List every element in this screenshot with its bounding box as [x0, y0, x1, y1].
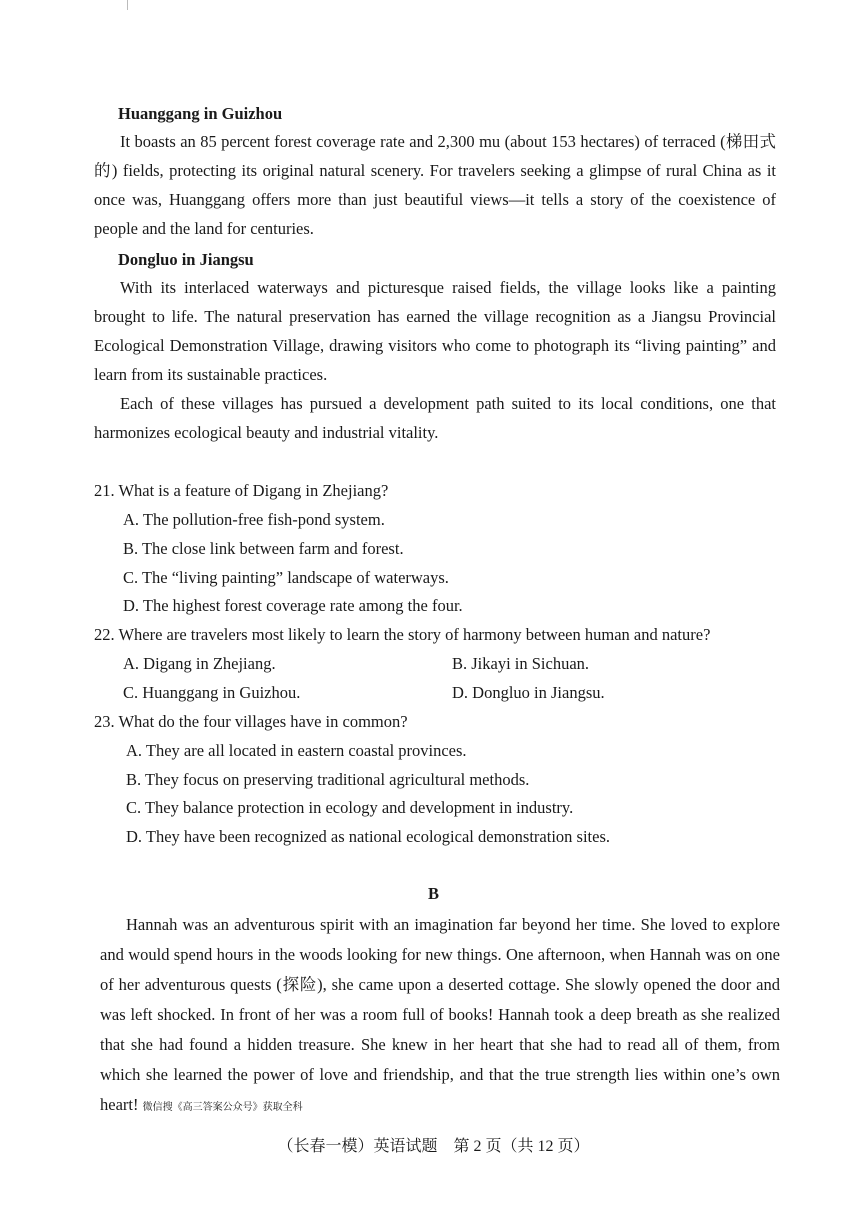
paragraph-summary-text: Each of these villages has pursued a development path suited to its local conditions, one that harmonizes ecological beauty and industrial vitality. — [94, 394, 776, 442]
question-21-option-b: B. The close link between farm and forest. — [123, 539, 404, 558]
question-22-option-b: B. Jikayi in Sichuan. — [452, 654, 590, 673]
question-21-option-d: D. The highest forest coverage rate among the four. — [123, 596, 463, 615]
section-b-title: B — [427, 884, 439, 903]
paragraph-huanggang — [94, 127, 776, 243]
paragraph-hannah-text: Hannah was an adventurous spirit with an imagination far beyond her time. She loved to explore and would spend hours in the woods looking for new things. One afternoon, when Hannah was on one of her adventurous quests (探险), she came upon a deserted cottage. She slowly opened the door and was left shocked. In front of her was a room full of books! Hannah took a deep breath as she realized that she had found a hidden treasure. She knew in her heart that she had to read all of them, from which she learned the power of love and friendship, and that the true strength lies within one’s own heart! — [100, 915, 780, 1114]
question-22-option-a: A. Digang in Zhejiang. — [123, 654, 276, 673]
question-22-option-c: C. Huanggang in Guizhou. — [123, 683, 301, 702]
question-21: 21. What is a feature of Digang in Zhejiang? — [94, 481, 389, 500]
paragraph-dongluo-text: With its interlaced waterways and picturesque raised fields, the village looks like a painting brought to life. The natural preservation has earned the village recognition as a Jiangsu Provincial Ecological Demonstration Village, drawing visitors who come to photograph its “living painting” and learn from its sustainable practices. — [94, 278, 776, 384]
paragraph-hannah — [100, 910, 780, 1123]
question-23-option-d: D. They have been recognized as national ecological demonstration sites. — [126, 827, 610, 846]
scan-mark — [127, 0, 134, 10]
paragraph-dongluo — [94, 273, 776, 389]
question-22: 22. Where are travelers most likely to learn the story of harmony between human and nature? — [94, 625, 711, 644]
paragraph-huanggang-text: It boasts an 85 percent forest coverage rate and 2,300 mu (about 153 hectares) of terraced (梯田式的) fields, protecting its original natural scenery. For travelers seeking a glimpse of rural China as it once was, Huanggang offers more than just beautiful views—it tells a story of the coexistence of people and the land for centuries. — [94, 132, 776, 238]
question-22-option-d: D. Dongluo in Jiangsu. — [452, 683, 605, 702]
heading-dongluo: Dongluo in Jiangsu — [118, 250, 254, 269]
question-23-option-a: A. They are all located in eastern coastal provinces. — [126, 741, 467, 760]
paragraph-summary — [94, 389, 776, 447]
page-footer: （长春一模）英语试题 第 2 页（共 12 页） — [277, 1138, 590, 1155]
question-21-option-a: A. The pollution-free fish-pond system. — [123, 510, 385, 529]
promo-note: 微信搜《高三答案公众号》获取全科 — [142, 1102, 303, 1113]
question-21-option-c: C. The “living painting” landscape of waterways. — [123, 568, 449, 587]
question-23-option-b: B. They focus on preserving traditional agricultural methods. — [126, 770, 530, 789]
question-23: 23. What do the four villages have in common? — [94, 712, 408, 731]
heading-huanggang: Huanggang in Guizhou — [118, 104, 283, 123]
question-23-option-c: C. They balance protection in ecology and development in industry. — [126, 798, 574, 817]
